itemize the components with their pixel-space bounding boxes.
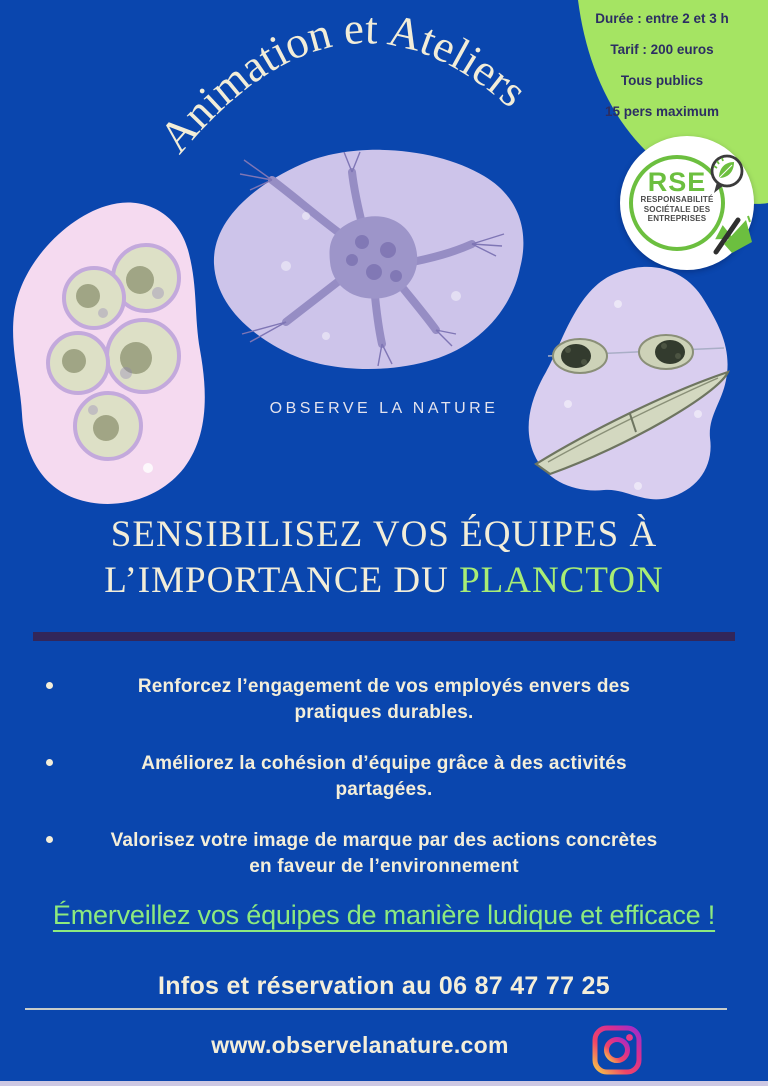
- leaf-speech-bubble-icon: [704, 152, 748, 200]
- bullet-dot: [46, 759, 53, 766]
- rse-badge: [620, 136, 754, 270]
- contact-phone: Infos et réservation au 06 87 47 77 25: [158, 972, 610, 1000]
- info-duration: Durée : entre 2 et 3 h: [595, 11, 729, 26]
- instagram-icon[interactable]: [591, 1024, 643, 1076]
- list-item: [30, 751, 738, 803]
- info-panel: [560, 12, 764, 136]
- headline-line2-prefix: L’IMPORTANCE DU: [104, 560, 449, 601]
- bullet-text-image: Valorisez votre image de marque par des actions concrètes en faveur de l’environnement: [110, 830, 658, 877]
- headline: [0, 512, 768, 604]
- bullet-dot: [46, 836, 53, 843]
- list-item: [30, 828, 738, 880]
- rse-label-line1: RESPONSABILITÉ: [640, 195, 714, 204]
- bullet-text-engagement: Renforcez l’engagement de vos employés envers des pratiques durables.: [137, 676, 631, 723]
- headline-highlight: PLANCTON: [459, 560, 664, 601]
- info-audience: Tous publics: [620, 73, 704, 88]
- arc-title-text: Animation et Ateliers: [149, 2, 537, 162]
- headline-line1: SENSIBILISEZ VOS ÉQUIPES À: [110, 514, 658, 555]
- brand-name: OBSERVE LA NATURE: [269, 400, 499, 417]
- rse-label-line2: SOCIÉTALE DES: [643, 204, 711, 214]
- plankton-cell-cluster-photo: [8, 198, 208, 508]
- divider-bar: [33, 632, 735, 641]
- website-link[interactable]: www.observelanature.com: [211, 1032, 509, 1058]
- svg-text:Animation et Ateliers: [149, 3, 537, 162]
- list-item: [30, 674, 738, 726]
- headline-line2: [0, 558, 768, 604]
- tagline: Émerveillez vos équipes de manière ludique et efficace !: [52, 900, 716, 930]
- megaphone-icon: [708, 210, 754, 258]
- contact-underline: [25, 1008, 727, 1010]
- diatoms-photo: [518, 264, 748, 506]
- bullet-dot: [46, 682, 53, 689]
- rse-acronym: RSE: [647, 167, 707, 197]
- bottom-edge-strip: [0, 1081, 768, 1086]
- info-capacity: 15 pers maximum: [604, 104, 720, 119]
- copepod-larva-photo: [206, 146, 530, 380]
- info-price: Tarif : 200 euros: [610, 42, 714, 57]
- benefits-list: [30, 674, 738, 905]
- bullet-text-cohesion: Améliorez la cohésion d’équipe grâce à des activités partagées.: [141, 753, 627, 800]
- rse-label-line3: ENTREPRISES: [647, 214, 707, 223]
